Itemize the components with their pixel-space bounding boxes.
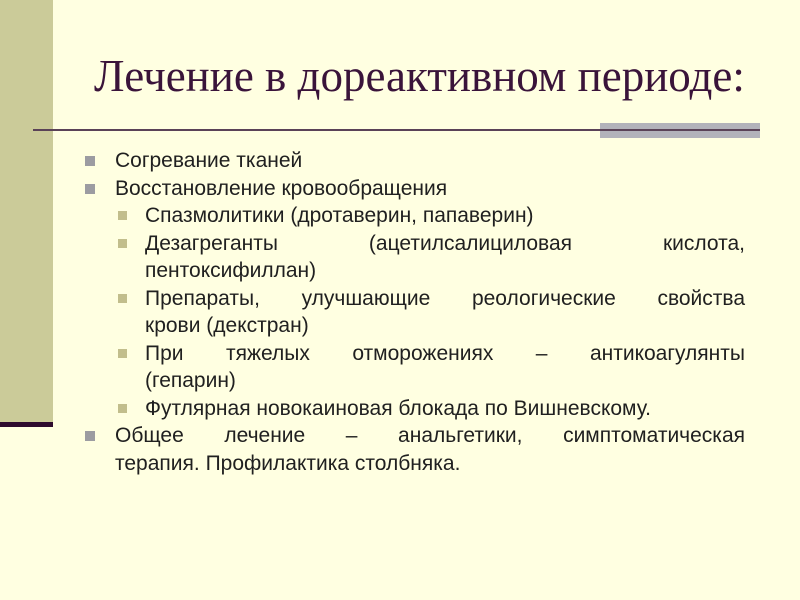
- title-rule-line: [33, 129, 760, 131]
- bullet-item: [85, 175, 745, 203]
- bullet-line: терапия. Профилактика столбняка.: [115, 451, 461, 475]
- bullet-text: [115, 147, 745, 175]
- bullet-item: [118, 285, 745, 340]
- level2-square-bullet-icon: [118, 349, 127, 358]
- bullet-text: [145, 395, 745, 423]
- level1-square-bullet-icon: [85, 431, 95, 441]
- bullet-line: Общее лечение – анальгетики, симптоматическая: [115, 424, 745, 447]
- bullet-line: Препараты, улучшающие реологические свойства: [145, 286, 745, 310]
- bullet-item: [118, 340, 745, 395]
- bullet-item: [85, 147, 745, 175]
- bullet-line: крови (декстран): [145, 314, 309, 337]
- level2-square-bullet-icon: [118, 294, 127, 303]
- bullet-line: (гепарин): [145, 369, 236, 392]
- level2-square-bullet-icon: [118, 404, 127, 413]
- bullet-item: [118, 395, 745, 423]
- level1-square-bullet-icon: [85, 184, 95, 194]
- bullet-line: Восстановление кровообращения: [115, 176, 448, 200]
- bullet-item: [118, 230, 745, 285]
- bullet-line: Согревание тканей: [115, 149, 303, 172]
- slide-title: Лечение в дореактивном периоде:: [94, 51, 745, 101]
- bullet-line: Футлярная новокаиновая блокада по Вишневскому.: [145, 396, 651, 420]
- bullet-text: [145, 340, 745, 395]
- bullet-text: [115, 175, 745, 203]
- bullet-text: [115, 422, 745, 477]
- bullet-line: Дезагреганты (ацетилсалициловая кислота,: [145, 231, 745, 255]
- bullet-list: [85, 147, 745, 477]
- left-accent-strip: [0, 0, 53, 422]
- bullet-item: [85, 422, 745, 477]
- bullet-item: [118, 202, 745, 230]
- bullet-text: [145, 230, 745, 285]
- left-accent-strip-bar: [0, 422, 53, 427]
- level2-square-bullet-icon: [118, 211, 127, 220]
- bullet-line: При тяжелых отморожениях – антикоагулянты: [145, 341, 745, 365]
- level1-square-bullet-icon: [85, 156, 95, 166]
- bullet-text: [145, 285, 745, 340]
- bullet-line: Спазмолитики (дротаверин, папаверин): [145, 204, 534, 227]
- bullet-line: пентоксифиллан): [145, 259, 317, 282]
- level2-square-bullet-icon: [118, 239, 127, 248]
- bullet-text: [145, 202, 745, 230]
